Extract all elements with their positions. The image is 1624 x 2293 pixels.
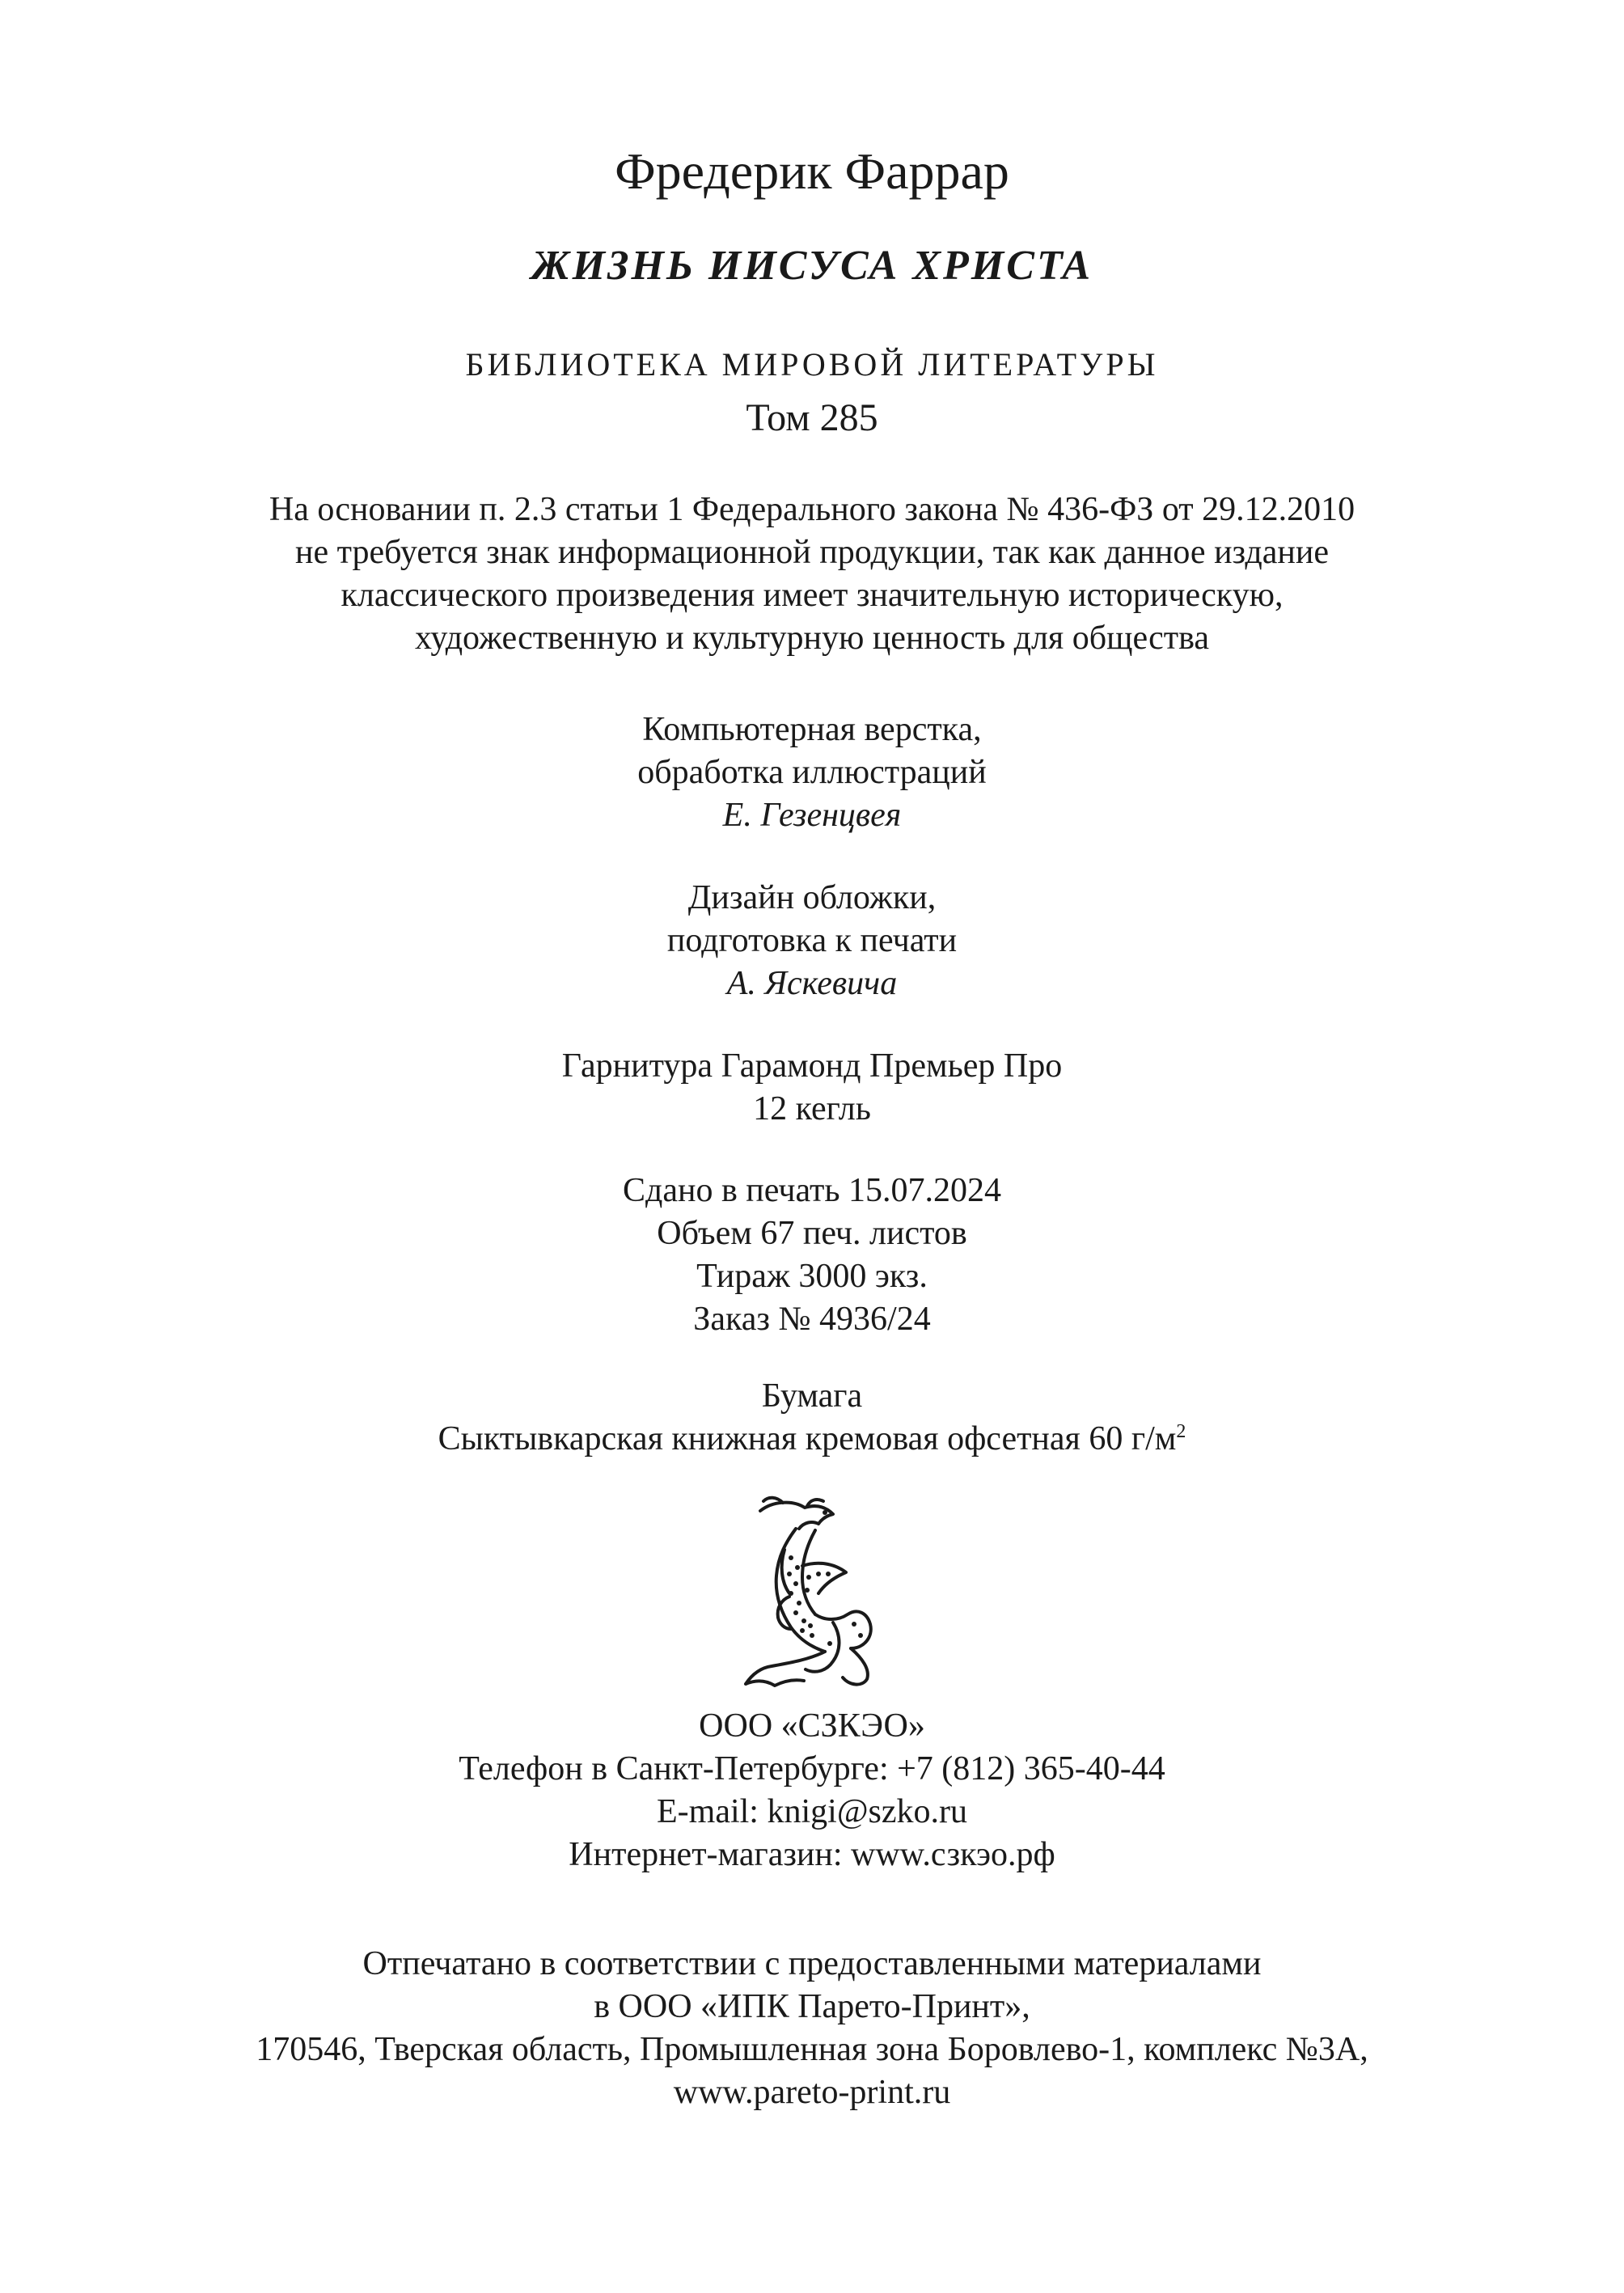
- series-name: БИБЛИОТЕКА МИРОВОЙ ЛИТЕРАТУРЫ: [465, 346, 1159, 383]
- printer-line: www.pareto-print.ru: [673, 2074, 951, 2111]
- legal-notice-line: На основании п. 2.3 статьи 1 Федерального закона № 436-ФЗ от 29.12.2010: [269, 491, 1355, 528]
- typeface-info: [0, 1045, 1624, 1131]
- printer-line: в ООО «ИПК Парето-Принт»,: [594, 1988, 1030, 2025]
- paper-label: Бумага: [761, 1377, 863, 1415]
- cover-credit: [0, 877, 1624, 1005]
- print-order: Заказ № 4936/24: [693, 1301, 931, 1338]
- layout-credit-name: Е. Гезенцвея: [722, 797, 902, 834]
- publisher-name: ООО «СЗКЭО»: [699, 1707, 925, 1745]
- publisher-shop: Интернет-магазин: www.сзкэо.рф: [569, 1836, 1055, 1873]
- typeface-size: 12 кегль: [753, 1090, 871, 1127]
- publisher-phone: Телефон в Санкт-Петербурге: +7 (812) 365-40-44: [459, 1750, 1165, 1787]
- printer-line: 170546, Тверская область, Промышленная зона Боровлево-1, комплекс №3А,: [256, 2031, 1368, 2068]
- book-title: ЖИЗНЬ ИИСУСА ХРИСТА: [531, 243, 1093, 289]
- print-info: [0, 1170, 1624, 1341]
- volume-number: Том 285: [746, 396, 878, 439]
- legal-notice-line: не требуется знак информационной продукции, так как данное издание: [294, 534, 1329, 571]
- layout-credit-role: Компьютерная верстка,: [642, 711, 982, 748]
- paper-superscript: 2: [1176, 1421, 1186, 1442]
- dragon-logo-icon: [712, 1493, 914, 1695]
- typeface-name: Гарнитура Гарамонд Премьер Про: [561, 1047, 1063, 1085]
- legal-notice: [0, 489, 1624, 660]
- paper-description-line: [0, 1418, 1624, 1461]
- publisher-email: E-mail: knigi@szko.ru: [657, 1793, 967, 1830]
- layout-credit: [0, 709, 1624, 837]
- paper-info: [0, 1375, 1624, 1461]
- print-volume: Объем 67 печ. листов: [657, 1215, 967, 1252]
- legal-notice-line: классического произведения имеет значительную историческую,: [340, 577, 1284, 614]
- paper-description: Сыктывкарская книжная кремовая офсетная 60 г/м: [438, 1420, 1177, 1457]
- printer-info: [0, 1943, 1624, 2114]
- print-submitted: Сдано в печать 15.07.2024: [622, 1172, 1002, 1209]
- cover-credit-role: подготовка к печати: [666, 922, 958, 959]
- legal-notice-line: художественную и культурную ценность для общества: [414, 620, 1210, 657]
- author-name: Фредерик Фаррар: [615, 142, 1009, 200]
- printer-line: Отпечатано в соответствии с предоставленными материалами: [362, 1945, 1262, 1982]
- cover-credit-name: А. Яскевича: [726, 965, 898, 1002]
- cover-credit-role: Дизайн обложки,: [687, 879, 937, 916]
- publisher-contacts: [0, 1705, 1624, 1876]
- print-circulation: Тираж 3000 экз.: [696, 1258, 928, 1295]
- layout-credit-role: обработка иллюстраций: [637, 754, 987, 791]
